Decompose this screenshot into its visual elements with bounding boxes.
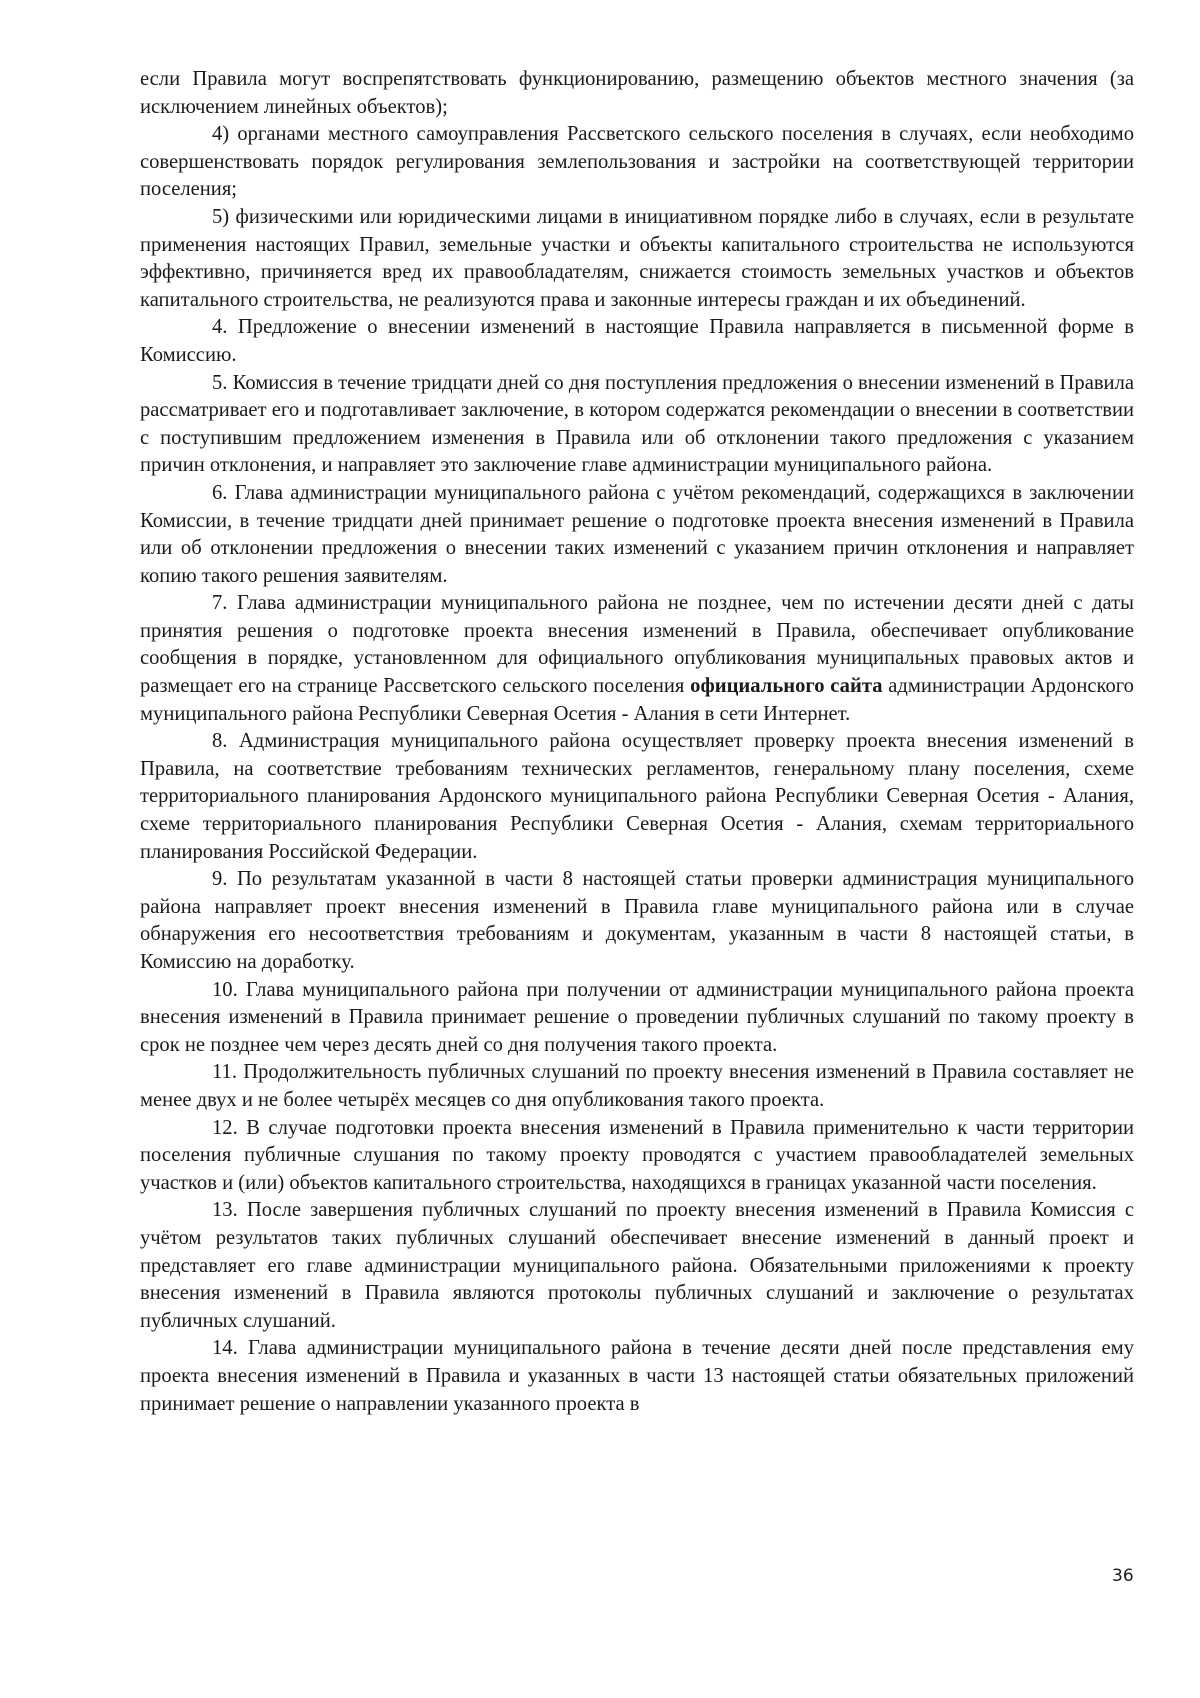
paragraph-7-text-before: 7. Глава администрации муниципального района не позднее, чем по истечении десяти дней с даты принятия решения о подготовке проекта внесения изменений в Правила, обеспечивает опубликование сообщения в порядке, установленном для официального опубликования муниципальных правовых актов и размещает его на странице Рассветского сельского поселения xyxy=(140,592,1134,698)
paragraph-6: 6. Глава администрации муниципального района с учётом рекомендаций, содержащихся в заключении Комиссии, в течение тридцати дней принимает решение о подготовке проекта внесения изменений в Правила или об отклонении предложения о внесении таких изменений с указанием причин отклонения и направляет копию такого решения заявителям. xyxy=(140,481,1134,587)
paragraph-continuation: если Правила могут воспрепятствовать функционированию, размещению объектов местного значения (за исключением линейных объектов); xyxy=(140,68,1134,118)
page-number: 36 xyxy=(1112,1566,1134,1586)
paragraph-9: 9. По результатам указанной в части 8 настоящей статьи проверки администрация муниципального района направляет проект внесения изменений в Правила главе муниципального района или в случае обнаружения его несоответствия требованиям и документам, указанным в части 8 настоящей статьи, в Комиссию на доработку. xyxy=(140,868,1134,973)
paragraph-10: 10. Глава муниципального района при получении от администрации муниципального района проекта внесения изменений в Правила принимает решение о проведении публичных слушаний по такому проекту в срок не позднее чем через десять дней со дня получения такого проекта. xyxy=(140,978,1134,1056)
paragraph-8: 8. Администрация муниципального района осуществляет проверку проекта внесения изменений в Правила, на соответствие требованиям технических регламентов, генеральному плану поселения, схеме территориального планирования Ардонского муниципального района Республики Северная Осетия - Алания, схеме территориального планирования Республики Северная Осетия - Алания, схемам территориального планирования Российской Федерации. xyxy=(140,730,1134,863)
paragraph-7 xyxy=(140,590,1134,728)
paragraph-13: 13. После завершения публичных слушаний по проекту внесения изменений в Правила Комиссия с учётом результатов таких публичных слушаний обеспечивает внесение изменений в данный проект и представляет его главе администрации муниципального района. Обязательными приложениями к проекту внесения изменений в Правила являются протоколы публичных слушаний и заключение о результатах публичных слушаний. xyxy=(140,1199,1134,1332)
paragraph-11: 11. Продолжительность публичных слушаний по проекту внесения изменений в Правила составляет не менее двух и не более четырёх месяцев со дня опубликования такого проекта. xyxy=(140,1061,1134,1111)
paragraph-item-4-local-government: 4) органами местного самоуправления Рассветского сельского поселения в случаях, если необходимо совершенствовать порядок регулирования землепользования и застройки на соответствующей территории поселения; xyxy=(140,123,1134,201)
paragraph-7-text-after: администрации Ардонского муниципального района Республики Северная Осетия - Алания в сети Интернет. xyxy=(140,675,1134,725)
paragraph-14: 14. Глава администрации муниципального района в течение десяти дней после представления ему проекта внесения изменений в Правила и указанных в части 13 настоящей статьи обязательных приложений принимает решение о направлении указанного проекта в xyxy=(140,1337,1134,1415)
paragraph-7-bold-text: официального сайта xyxy=(690,675,883,698)
paragraph-12: 12. В случае подготовки проекта внесения изменений в Правила применительно к части территории поселения публичные слушания по такому проекту проводятся с участием правообладателей земельных участков и (или) объектов капитального строительства, находящихся в границах указанной части поселения. xyxy=(140,1116,1134,1194)
paragraph-item-5-individuals: 5) физическими или юридическими лицами в инициативном порядке либо в случаях, если в результате применения настоящих Правил, земельные участки и объекты капитального строительства не используются эффективно, причиняется вред их правообладателям, снижается стоимость земельных участков и объектов капитального строительства, не реализуются права и законные интересы граждан и их объединений. xyxy=(140,205,1134,311)
paragraph-4: 4. Предложение о внесении изменений в настоящие Правила направляется в письменной форме в Комиссию. xyxy=(140,316,1134,366)
paragraph-5: 5. Комиссия в течение тридцати дней со дня поступления предложения о внесении изменений в Правила рассматривает его и подготавливает заключение, в котором содержатся рекомендации о внесении в соответствии с поступившим предложением изменения в Правила или об отклонении такого предложения с указанием причин отклонения, и направляет это заключение главе администрации муниципального района. xyxy=(140,371,1134,477)
document-body xyxy=(140,66,1134,1418)
